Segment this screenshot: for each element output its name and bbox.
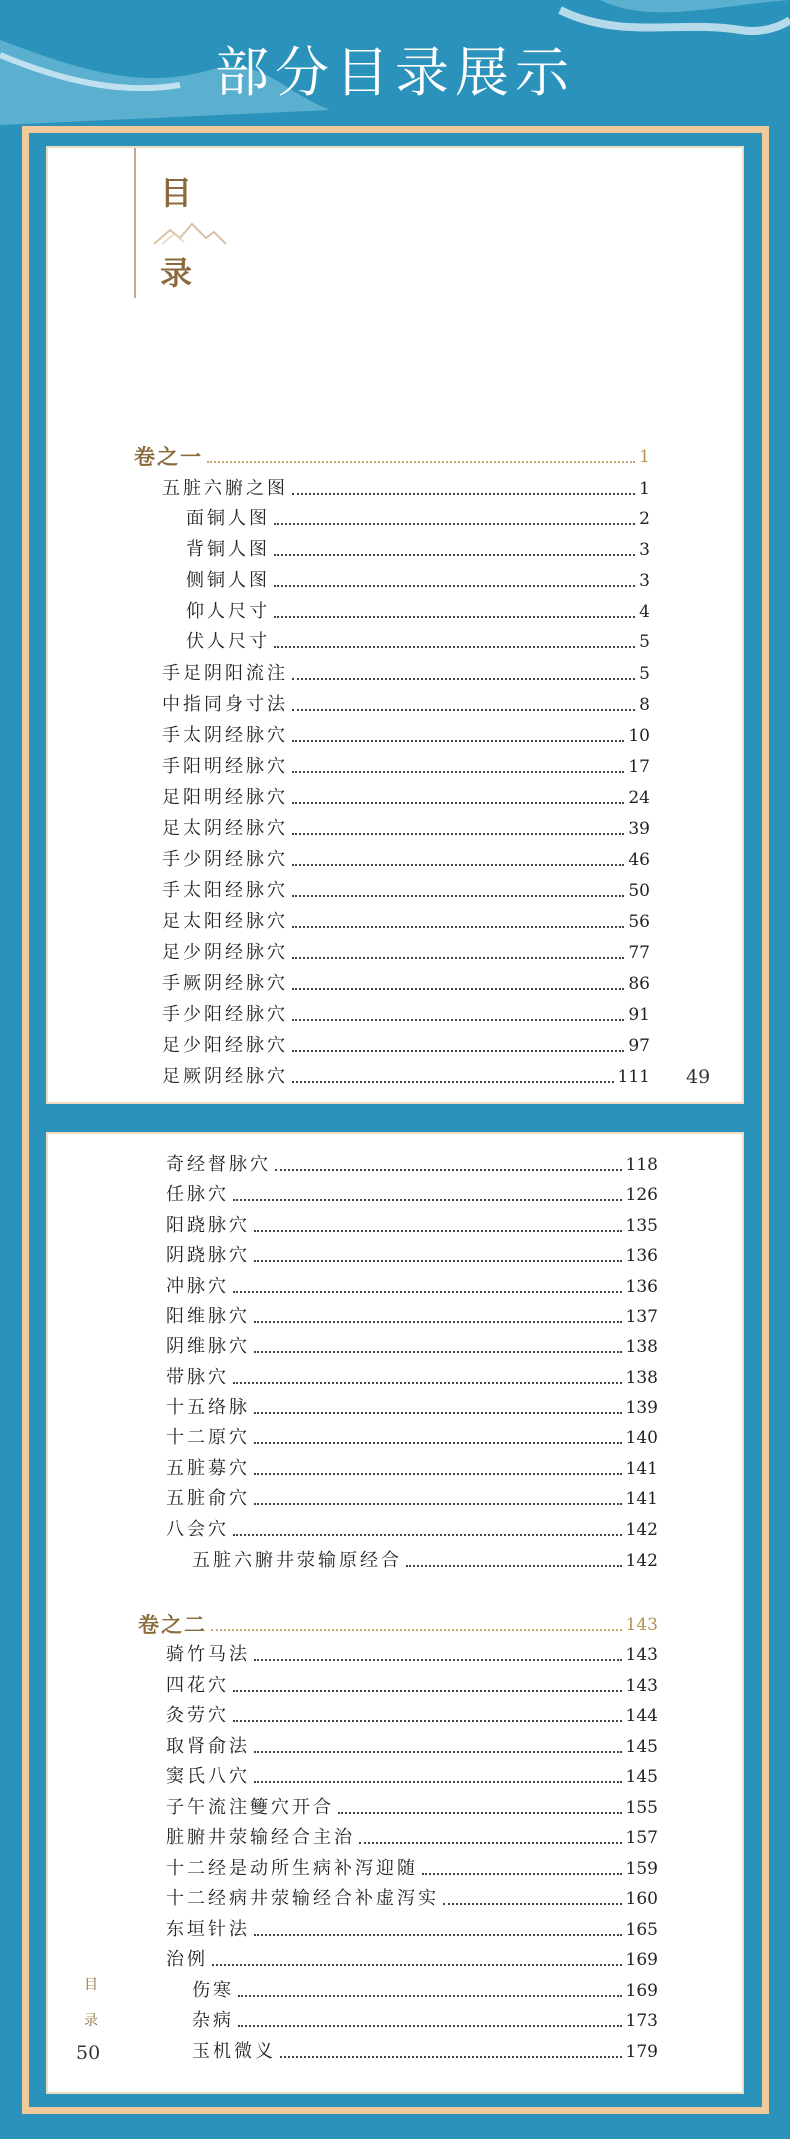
page-title: 部分目录展示 [215,41,575,104]
leader-dots [274,646,635,648]
toc-entry-page: 142 [625,1520,658,1540]
leader-dots [233,1199,622,1201]
toc-entry-title: 五脏俞穴 [166,1488,250,1509]
toc-entry [192,2008,658,2034]
heading-lu: 录 [160,254,193,292]
leader-dots [292,740,624,742]
toc-entry [192,1978,658,2004]
toc-entry-page: 1 [639,447,650,467]
heading-mu: 目 [160,174,193,212]
toc-entry-page: 8 [639,695,650,715]
leader-dots [274,585,635,587]
toc-entry-title: 面铜人图 [186,508,270,529]
toc-entry [166,1182,658,1208]
toc-page-right [46,1132,744,2094]
toc-entry [166,1856,658,1882]
toc-entry-page: 157 [625,1828,658,1848]
page-number: 50 [76,2042,101,2064]
toc-entry [166,1486,658,1512]
leader-dots [254,1351,622,1353]
toc-entry-page: 126 [625,1185,658,1205]
leader-dots [292,1050,624,1052]
toc-entry [166,1947,658,1973]
toc-entry [162,754,650,780]
leader-dots [292,1081,614,1083]
toc-entry-title: 伏人尺寸 [186,631,270,652]
toc-entry [166,1517,658,1543]
toc-entry-title: 手阳明经脉穴 [162,756,288,777]
toc-entry [162,816,650,842]
toc-entry [166,1334,658,1360]
toc-entry [162,909,650,935]
toc-entry-page: 5 [639,632,650,652]
leader-dots [238,1995,622,1997]
header-banner [0,0,790,125]
leader-dots [212,1964,622,1966]
toc-entry [166,1795,658,1821]
leader-dots [292,1019,624,1021]
leader-dots [254,1321,622,1323]
leader-dots [254,1473,622,1475]
toc-entry-title: 足少阳经脉穴 [162,1035,288,1056]
toc-entry-page: 141 [625,1489,658,1509]
toc-entry-page: 143 [625,1615,658,1635]
toc-entry-title: 杂病 [192,2010,234,2031]
leader-dots [292,678,635,680]
toc-entry [166,1673,658,1699]
leader-dots [406,1565,622,1567]
toc-entry-page: 139 [625,1398,658,1418]
toc-entry-title: 足太阳经脉穴 [162,911,288,932]
leader-dots [292,864,624,866]
toc-entry-title: 手厥阴经脉穴 [162,973,288,994]
toc-entry-page: 145 [625,1767,658,1787]
toc-volume-heading [138,1612,658,1638]
side-label-mu: 目 [84,1977,98,1993]
toc-page-left [46,146,744,1104]
toc-entry-title: 脏腑井荥输经合主治 [166,1827,355,1848]
toc-entry-page: 4 [639,602,650,622]
toc-entry-title: 四花穴 [166,1675,229,1696]
leader-dots [233,1690,622,1692]
toc-entry-title: 手太阳经脉穴 [162,880,288,901]
toc-entry-page: 46 [628,850,650,870]
toc-entry-page: 165 [625,1920,658,1940]
toc-entry [162,847,650,873]
heading-rule [134,148,136,298]
toc-entry [166,1243,658,1269]
toc-entry [166,1764,658,1790]
toc-entry-title: 东垣针法 [166,1919,250,1940]
toc-entry [166,1734,658,1760]
leader-dots [233,1720,622,1722]
toc-entry-title: 阳跷脉穴 [166,1215,250,1236]
toc-entry [162,1064,650,1090]
leader-dots [338,1812,622,1814]
toc-entry [162,1033,650,1059]
toc-entry [166,1886,658,1912]
toc-entry-title: 足太阴经脉穴 [162,818,288,839]
leader-dots [359,1842,622,1844]
toc-entry [186,506,650,532]
toc-entry-title: 灸劳穴 [166,1705,229,1726]
toc-entry-page: 5 [639,664,650,684]
toc-entry [162,878,650,904]
toc-entry-title: 手足阴阳流注 [162,663,288,684]
toc-entry-title: 十五络脉 [166,1397,250,1418]
toc-entry-page: 111 [617,1067,650,1087]
toc-entry-title: 玉机微义 [192,2041,276,2062]
leader-dots [254,1934,622,1936]
toc-entry-title: 窦氏八穴 [166,1766,250,1787]
toc-entry-title: 伤寒 [192,1980,234,2001]
toc-entry [162,723,650,749]
toc-entry-title: 奇经督脉穴 [166,1154,271,1175]
leader-dots [238,2025,622,2027]
toc-entry-page: 138 [625,1368,658,1388]
toc-entry-page: 160 [625,1889,658,1909]
leader-dots [292,709,635,711]
toc-entry [166,1274,658,1300]
toc-entry-title: 卷之二 [138,1612,207,1637]
toc-entry-title: 背铜人图 [186,539,270,560]
toc-entry-page: 24 [628,788,650,808]
toc-entry-page: 56 [628,912,650,932]
toc-entry-title: 十二经病井荥输经合补虚泻实 [166,1888,439,1909]
leader-dots [274,616,635,618]
toc-entry [162,692,650,718]
toc-entry [186,537,650,563]
toc-entry-page: 136 [625,1246,658,1266]
leader-dots [292,895,624,897]
toc-entry [162,476,650,502]
toc-entry [166,1213,658,1239]
toc-entry-title: 阴维脉穴 [166,1336,250,1357]
toc-entry-title: 手太阴经脉穴 [162,725,288,746]
toc-entry [162,661,650,687]
leader-dots [233,1382,622,1384]
mountain-icon [152,222,228,246]
page-divider [46,1108,744,1128]
page-number: 49 [686,1066,711,1088]
toc-entry-title: 骑竹马法 [166,1644,250,1665]
toc-entry-title: 冲脉穴 [166,1276,229,1297]
toc-entry [162,971,650,997]
toc-entry [166,1152,658,1178]
leader-dots [254,1781,622,1783]
leader-dots [233,1291,622,1293]
toc-entry [166,1365,658,1391]
leader-dots [292,833,624,835]
leader-dots [254,1230,622,1232]
toc-entry-title: 八会穴 [166,1519,229,1540]
toc-entry [166,1304,658,1330]
leader-dots [292,957,624,959]
toc-entry-page: 118 [625,1155,658,1175]
toc-entry-title: 中指同身寸法 [162,694,288,715]
toc-entry-page: 10 [628,726,650,746]
toc-entry-page: 136 [625,1277,658,1297]
toc-entry-page: 3 [639,571,650,591]
leader-dots [292,802,624,804]
toc-entry [192,1548,658,1574]
toc-entry-title: 阳维脉穴 [166,1306,250,1327]
toc-entry-page: 137 [625,1307,658,1327]
toc-entry-page: 39 [628,819,650,839]
toc-entry [166,1825,658,1851]
leader-dots [207,461,635,463]
leader-dots [280,2056,622,2058]
leader-dots [443,1903,622,1905]
toc-entry [166,1425,658,1451]
leader-dots [292,493,635,495]
toc-entry-page: 50 [628,881,650,901]
leader-dots [254,1659,622,1661]
toc-entry-page: 173 [625,2011,658,2031]
leader-dots [275,1169,622,1171]
toc-entry-title: 十二原穴 [166,1427,250,1448]
toc-entry-title: 五脏六腑井荥输原经合 [192,1550,402,1571]
toc-entry-page: 155 [625,1798,658,1818]
toc-entry-page: 97 [628,1036,650,1056]
toc-entry-title: 治例 [166,1949,208,1970]
toc-entry-page: 140 [625,1428,658,1448]
toc-entry-page: 143 [625,1676,658,1696]
toc-entry-title: 手少阳经脉穴 [162,1004,288,1025]
toc-entry-page: 138 [625,1337,658,1357]
toc-entry-title: 足少阴经脉穴 [162,942,288,963]
toc-entry-title: 带脉穴 [166,1367,229,1388]
side-label-lu: 录 [84,2013,98,2029]
toc-entry [162,785,650,811]
leader-dots [211,1629,622,1631]
toc-entry-page: 142 [625,1551,658,1571]
toc-entry-page: 91 [628,1005,650,1025]
leader-dots [292,926,624,928]
toc-entry-page: 135 [625,1216,658,1236]
toc-entry-page: 169 [625,1981,658,2001]
leader-dots [422,1873,622,1875]
toc-entry [192,2039,658,2065]
leader-dots [292,771,624,773]
leader-dots [254,1412,622,1414]
leader-dots [292,988,624,990]
toc-entry-page: 17 [628,757,650,777]
toc-entry [166,1917,658,1943]
toc-entry [186,568,650,594]
leader-dots [274,523,635,525]
toc-entry [166,1395,658,1421]
toc-entry [166,1642,658,1668]
toc-entry-page: 3 [639,540,650,560]
leader-dots [274,554,635,556]
toc-entry-title: 足阳明经脉穴 [162,787,288,808]
toc-entry-title: 阴跷脉穴 [166,1245,250,1266]
toc-entry [186,629,650,655]
toc-entry-title: 五脏募穴 [166,1458,250,1479]
toc-entry-page: 145 [625,1737,658,1757]
toc-entry [162,1002,650,1028]
toc-entry-title: 十二经是动所生病补泻迎随 [166,1858,418,1879]
toc-entry [166,1456,658,1482]
toc-entry-page: 86 [628,974,650,994]
toc-entry-page: 159 [625,1859,658,1879]
toc-entry-page: 144 [625,1706,658,1726]
toc-entry-title: 手少阴经脉穴 [162,849,288,870]
toc-entry-title: 五脏六腑之图 [162,478,288,499]
toc-entry-page: 169 [625,1950,658,1970]
toc-entry [166,1703,658,1729]
leader-dots [254,1503,622,1505]
leader-dots [254,1751,622,1753]
toc-entry-page: 1 [639,479,650,499]
toc-entry-title: 仰人尺寸 [186,601,270,622]
toc-entry-page: 2 [639,509,650,529]
toc-entry-page: 143 [625,1645,658,1665]
toc-entry-page: 77 [628,943,650,963]
toc-entry-title: 足厥阴经脉穴 [162,1066,288,1087]
toc-entry-title: 卷之一 [134,444,203,469]
leader-dots [233,1534,622,1536]
toc-volume-heading [134,444,650,470]
toc-entry-page: 141 [625,1459,658,1479]
leader-dots [254,1260,622,1262]
toc-entry-page: 179 [625,2042,658,2062]
toc-entry [186,599,650,625]
toc-entry-title: 侧铜人图 [186,570,270,591]
toc-entry [162,940,650,966]
toc-entry-title: 取肾俞法 [166,1736,250,1757]
toc-entry-title: 任脉穴 [166,1184,229,1205]
toc-entry-title: 子午流注䉶穴开合 [166,1797,334,1818]
leader-dots [254,1442,622,1444]
